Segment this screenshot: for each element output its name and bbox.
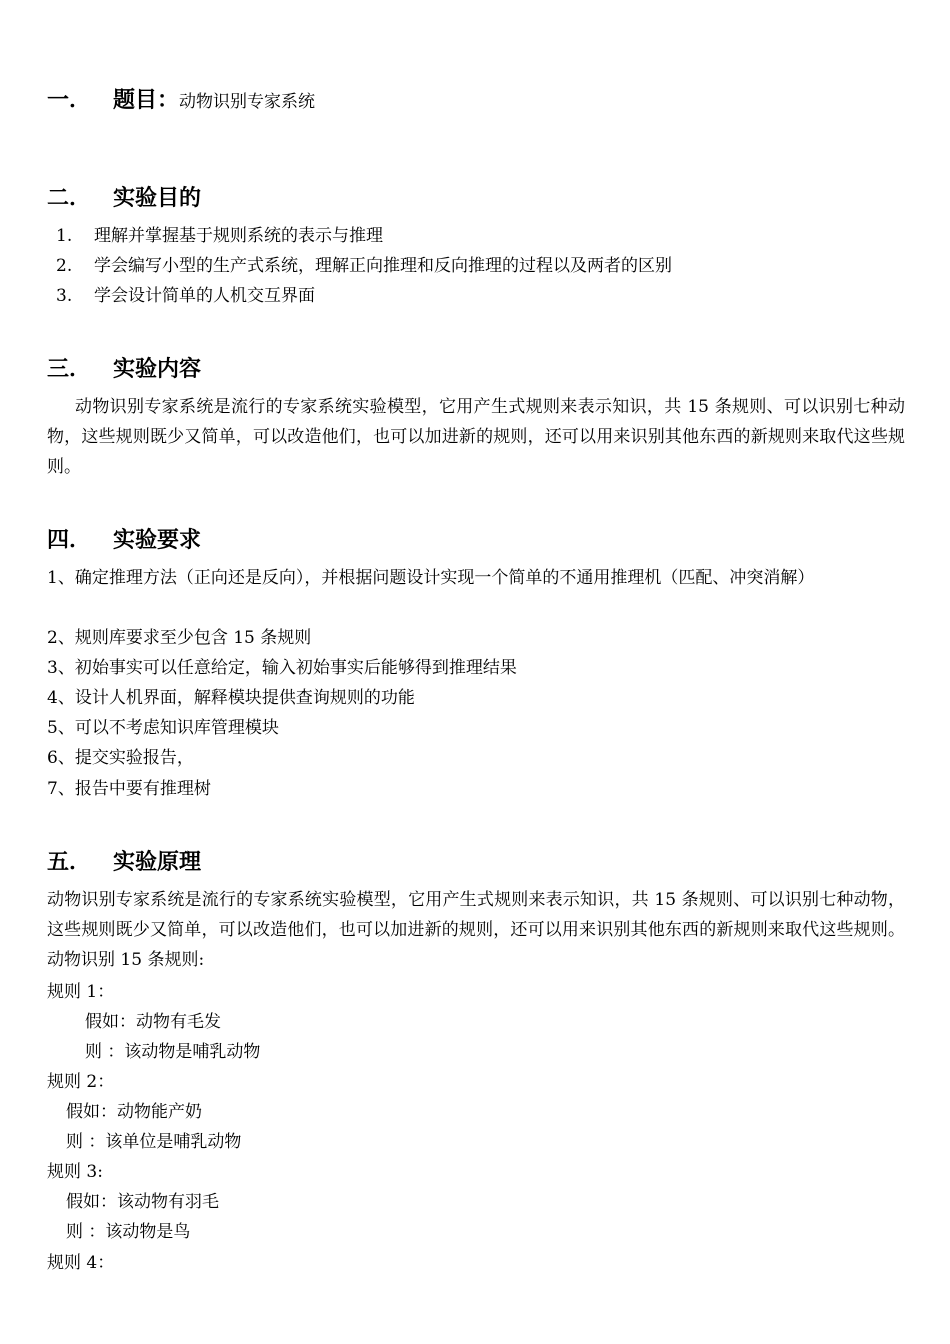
section-5-number: 五． — [47, 850, 92, 875]
objective-text: 学会设计简单的人机交互界面 — [94, 286, 315, 306]
rule-condition: 假如：动物能产奶 — [66, 1102, 202, 1122]
section-2-number: 二． — [47, 186, 92, 211]
requirement-item: 5、可以不考虑知识库管理模块 — [47, 718, 279, 738]
section-1-number: 一． — [47, 88, 92, 113]
requirement-item: 7、报告中要有推理树 — [47, 779, 211, 799]
rule-label: 规则 4： — [47, 1253, 115, 1273]
content-paragraph: 动物识别专家系统是流行的专家系统实验模型，它用产生式规则来表示知识，共 15 条规则、可以识别七种动物，这些规则既少又简单，可以改造他们，也可以加进新的规则，还可以用来识别其他东西的新规则来取代这些规则。 — [47, 397, 905, 477]
section-1-subject: 动物识别专家系统 — [179, 92, 316, 112]
requirement-item: 6、提交实验报告， — [47, 748, 194, 768]
rule-label: 规则 3: — [47, 1162, 103, 1182]
objective-item — [56, 251, 672, 281]
section-4-heading — [47, 526, 201, 556]
requirement-item: 3、初始事实可以任意给定，输入初始事实后能够得到推理结果 — [47, 658, 517, 678]
rule-label: 规则 1： — [47, 982, 115, 1002]
section-2-title: 实验目的 — [113, 186, 202, 211]
rule-condition: 假如：动物有毛发 — [85, 1012, 221, 1032]
objective-item — [56, 281, 315, 311]
requirement-item: 1、确定推理方法（正向还是反向），并根据问题设计实现一个简单的不通用推理机（匹配、冲突消解） — [47, 568, 815, 588]
objective-number: 1. — [56, 226, 73, 246]
section-4-title: 实验要求 — [113, 528, 202, 553]
section-2-heading — [47, 184, 201, 214]
rule-condition: 假如：该动物有羽毛 — [66, 1192, 219, 1212]
objective-item — [56, 221, 383, 251]
section-3-heading — [47, 355, 201, 385]
section-5-title: 实验原理 — [113, 850, 202, 875]
objective-number: 2. — [56, 256, 73, 276]
rule-conclusion: 则 ：该动物是鸟 — [66, 1222, 191, 1242]
section-3-number: 三． — [47, 357, 92, 382]
objective-text: 学会编写小型的生产式系统，理解正向推理和反向推理的过程以及两者的区别 — [94, 256, 672, 276]
section-1-heading — [47, 86, 315, 117]
objective-text: 理解并掌握基于规则系统的表示与推理 — [94, 226, 383, 246]
section-3-title: 实验内容 — [113, 357, 202, 382]
rule-conclusion: 则 ：该单位是哺乳动物 — [66, 1132, 242, 1152]
principle-paragraph: 动物识别专家系统是流行的专家系统实验模型，它用产生式规则来表示知识，共 15 条规则、可以识别七种动物，这些规则既少又简单，可以改造他们，也可以加进新的规则，还可以用来识别其他东西的新规则来取代这些规则。动物识别 15 条规则: — [47, 890, 905, 970]
section-4-number: 四． — [47, 528, 92, 553]
section-5-heading — [47, 848, 201, 878]
section-1-title: 题目： — [113, 88, 180, 113]
requirement-item: 2、规则库要求至少包含 15 条规则 — [47, 628, 312, 648]
rule-conclusion: 则 ：该动物是哺乳动物 — [85, 1042, 261, 1062]
objective-number: 3. — [56, 286, 73, 306]
rule-label: 规则 2： — [47, 1072, 115, 1092]
requirement-item: 4、设计人机界面，解释模块提供查询规则的功能 — [47, 688, 415, 708]
